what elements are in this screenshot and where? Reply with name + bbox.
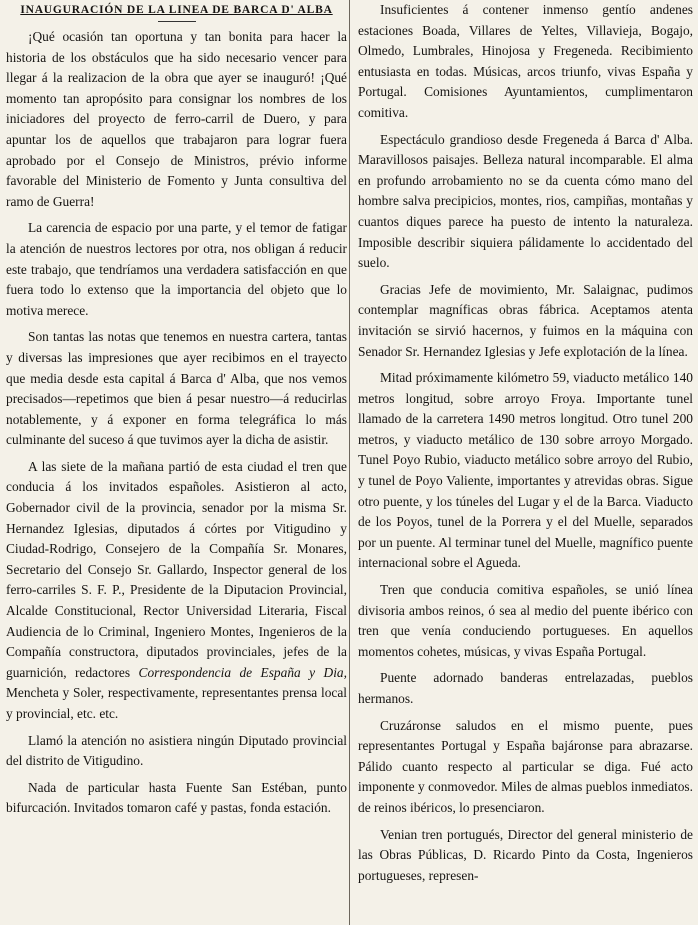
article-title: INAUGURACIÓN DE LA LINEA DE BARCA D' ALBA — [20, 4, 333, 16]
paragraph: Mitad próximamente kilómetro 59, viaducto metálico 140 metros longitud, sobre arroyo Froya. Importante tunel llamado de la carretera 1490 metros longitud. Otro tunel 200 metros, y viaducto metálico de 130 sobre arroyo Morgado. Tunel Poyo Rubio, viaducto metálico sobre arroyo del Rubio, y tunel de Poyo Valiente, importantes y atrevidas obras. Sigue otro puente, y los túneles del Lugar y el de la Barca. Viaducto de los Poyos, tunel de la Porrera y el del Muelle, separados por un puente. Al terminar tunel del Muelle, magnífico puente internacional sobre el Agueda. — [358, 370, 693, 571]
paragraph: Nada de particular hasta Fuente San Estéban, punto bifurcación. Invitados tomaron café y pastas, fonda estación. — [6, 779, 347, 816]
paragraph: La carencia de espacio por una parte, y el temor de fatigar la atención de nuestros lectores por otra, nos obligan á reducir este trabajo, que tendríamos una verdadera satisfacción en que fuera todo lo extenso que la importancia del objeto que lo motiva merece. — [6, 220, 347, 318]
paragraph: Insuficientes á contener inmenso gentío andenes estaciones Boada, Villares de Yeltes, Villavieja, Bogajo, Olmedo, Lumbrales, Hinojosa y Fregeneda. Recibimiento entusiasta en todas. Músicas, arcos triunfo, vivas España y Portugal. Comisiones Ayuntamientos, cumplimentaron comitiva. — [358, 2, 693, 120]
paragraph: Llamó la atención no asistiera ningún Diputado provincial del distrito de Vitigudino. — [6, 732, 347, 769]
paragraph: Son tantas las notas que tenemos en nuestra cartera, tantas y diversas las impresiones que ayer recibimos en el trayecto que media desde esta capital á Barca d' Alba, que nos vemos precisados—repetimos que bien á pesar nuestro—á reducirlas notablemente, y á exponer en forma telegráfica lo más culminante del suceso á que tuvimos ayer la dicha de asistir. — [6, 329, 347, 448]
right-column — [358, 0, 693, 925]
paragraph: Cruzáronse saludos en el mismo puente, pues representantes Portugal y España bajáronse para abrazarse. Pálido cuanto respecto al particular se diga. Fué acto imponente y conmovedor. Miles de almas pueblos inmediatos. de reinos ibéricos, lo presenciaron. — [358, 717, 693, 815]
paragraph-text: A las siete de la mañana partió de esta ciudad el tren que conducia á los invitados españoles. Asistieron al acto, Gobernador civil de la provincia, senador por la misma Sr. Hernandez Iglesias, diputados á córtes por Vitigudino y Ciudad-Rodrigo, Consejero de la Compañía Sr. Monares, Secretario del Consejo Sr. Gallardo, Inspector general de los ferro-carriles S. F. P., Presidente de la Diputacion Provincial, Alcalde Constitucional, Rector Universidad Literaria, Fiscal Audiencia de lo Criminal, Ingeniero Montes, Ingenieros de la Compañía constructora, diputados provinciales, jefes de la guarnición, redactores — [6, 458, 347, 680]
left-column — [6, 0, 347, 925]
paragraph: Tren que conducia comitiva españoles, se unió línea divisoria ambos reinos, ó sea al medio del puente ibérico con tren que venía conduciendo portugueses. En aquellos momentos cohetes, músicas, y vivas España Portugal. — [358, 582, 693, 659]
newspaper-names: Correspondencia de España y Dia, — [138, 664, 347, 680]
paragraph: Espectáculo grandioso desde Fregeneda á Barca d' Alba. Maravillosos paisajes. Belleza natural incomparable. El alma en profundo arrobamiento no se da cuenta cómo mano del hombre salva precipicios, montes, rios, campiñas, montañas y cuantos diques parece ha puesto de intento la naturaleza. Imposible describir siquiera pálidamente lo accidentado del suelo. — [358, 131, 693, 271]
paragraph-text: Mencheta y Soler, respectivamente, representantes prensa local y provincial, etc. etc. — [6, 685, 347, 721]
column-divider — [349, 0, 350, 925]
paragraph: Puente adornado banderas entrelazadas, pueblos hermanos. — [358, 670, 693, 706]
paragraph: Gracias Jefe de movimiento, Mr. Salaignac, pudimos contemplar magníficas obras fábrica. Aceptamos atenta invitación se sirvió hacernos, y fuimos en la máquina con Senador Sr. Hernandez Iglesias y Jefe explotación de la línea. — [358, 281, 693, 359]
paragraph: Venian tren portugués, Director del general ministerio de las Obras Públicas, D. Ricardo Pinto da Costa, Ingenieros portugueses, represen- — [358, 826, 693, 883]
paragraph: ¡Qué ocasión tan oportuna y tan bonita para hacer la historia de los obstáculos que ha sido necesario vencer para llegar á la realizacion de la obra que ayer se inauguró! ¡Qué momento tan apropósito para consignar los nombres de los iniciadores del proyecto de ferro-carril de Duero, y para apuntar los de aquellos que trabajaron para lograr fuera aprobado por el Consejo de Ministros, prévio informe favorable del Ministerio de Fomento y Junta consultiva del ramo de Guerra! — [6, 29, 347, 209]
paragraph — [6, 457, 347, 725]
title-rule — [158, 21, 196, 22]
